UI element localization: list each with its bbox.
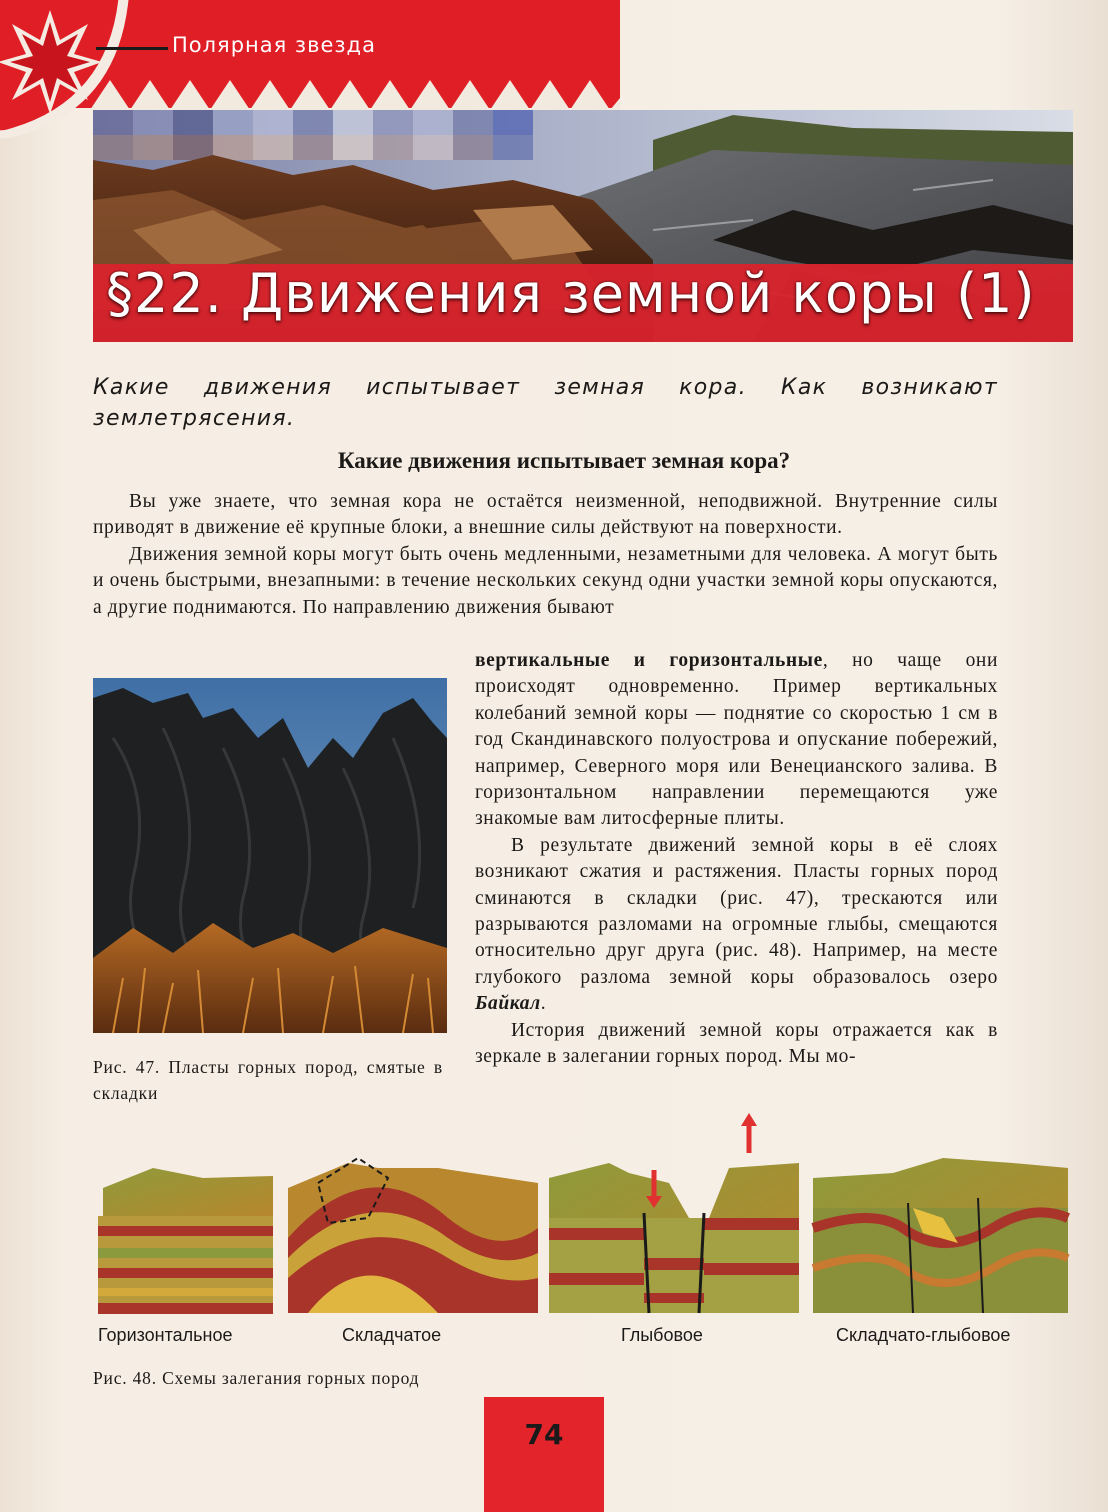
figure-48-caption: Рис. 48. Схемы залегания горных пород xyxy=(93,1368,420,1388)
label-horizontal: Горизонтальное xyxy=(98,1325,233,1345)
body-text-column xyxy=(475,648,998,1071)
paragraph-3 xyxy=(475,833,998,1018)
baikal-term: Байкал xyxy=(475,993,541,1015)
page-number-box xyxy=(484,1397,604,1512)
paragraph-1: Вы уже знаете, что земная кора не остаётся неизменной, неподвижной. Внутренние силы приводят в движение её крупные блоки, а внешние силы действуют на поверхности. xyxy=(93,491,998,539)
paragraph-2-text: Движения земной коры могут быть очень медленными, незаметными для человека. А могут быть и очень быстрыми, внезапными: в течение нескольких секунд одни участки земной коры опускаются, а другие поднимаются. По направлению движения бывают xyxy=(93,543,998,618)
page-number: 74 xyxy=(524,1418,564,1451)
chapter-title: §22. Движения земной коры (1) xyxy=(106,262,1036,325)
block-folded xyxy=(288,1158,538,1313)
body-text-full-width xyxy=(93,489,998,621)
paragraph-2-continued xyxy=(475,648,998,833)
paragraph-4: История движений земной коры отражается как в зеркале в залегании горных пород. Мы мо- xyxy=(475,1019,998,1068)
series-title: Полярная звезда xyxy=(172,33,376,57)
paragraph-3-text: В результате движений земной коры в её слоях возникают сжатия и растяжения. Пласты горных пород сминаются в складки (рис. 47), трескаются или разрываются разломами на огромные глыбы, смещаются относительно друг друга (рис. 48). Например, на месте глубокого разлома земной коры образовалось озеро xyxy=(475,834,998,988)
block-folded-faulted xyxy=(813,1158,1068,1313)
label-folded-faulted: Складчато-глыбовое xyxy=(836,1325,1011,1345)
figure-47-caption: Рис. 47. Пласты горных пород, смятые в складки xyxy=(93,1057,443,1103)
label-folded: Складчатое xyxy=(342,1325,442,1345)
paragraph-2-start xyxy=(93,542,998,621)
block-horizontal xyxy=(98,1168,273,1328)
paragraph-3-end: . xyxy=(540,993,547,1015)
label-faulted: Глыбовое xyxy=(621,1325,703,1345)
figure-48-rock-bedding-diagrams xyxy=(93,1108,1073,1328)
section-heading: Какие движения испытывает земная кора? xyxy=(337,448,791,473)
series-rule xyxy=(96,47,168,50)
lead-question: Какие движения испытывает земная кора. Как возникают землетрясения. xyxy=(93,375,998,431)
paragraph-2-end: , но чаще они происходят одновременно. Пример вертикальных колебаний земной коры — поднятие со скоростью 1 см в год Скандинавского полуострова и опускание побережий, например, Северного моря или Венецианского залива. В горизонтальном направлении перемещаются уже знакомые вам литосферные плиты. xyxy=(475,650,998,830)
figure-47-folded-rock-photo xyxy=(93,678,447,1033)
movement-types-term: вертикальные и горизонтальные xyxy=(475,650,823,671)
block-faulted xyxy=(549,1113,799,1313)
